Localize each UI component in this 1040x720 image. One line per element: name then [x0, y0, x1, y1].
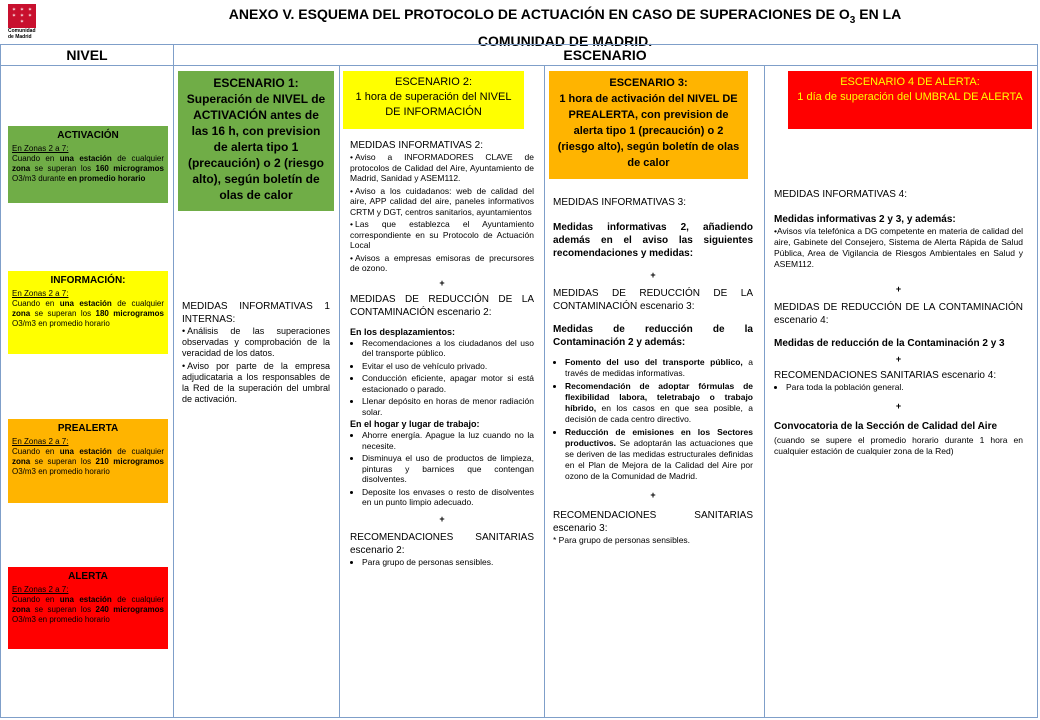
- section-text: * Para grupo de personas sensibles.: [553, 535, 691, 545]
- plus-sign: +: [650, 270, 656, 280]
- plus-sign: +: [650, 490, 656, 500]
- level-zone: En Zonas 2 a 7:: [12, 289, 69, 298]
- list-item: • Aviso a INFORMADORES CLAVE de protocolos de Calidad del Aire, Ayuntamiento de Madrid, Sanidad y ASEM112.: [350, 152, 534, 184]
- title-line2: COMUNIDAD DE MADRID.: [477, 32, 653, 49]
- level-zone: En Zonas 2 a 7:: [12, 144, 69, 153]
- list-item: • Conducción eficiente, apagar motor si está estacionado o parado.: [362, 373, 534, 394]
- level-zone: En Zonas 2 a 7:: [12, 437, 69, 446]
- divider: [764, 65, 765, 717]
- list-item: • Para grupo de personas sensibles.: [362, 557, 534, 568]
- list-item: • Aviso por parte de la empresa adjudicataria a los responsables de la Red de la superación del umbral de activación.: [182, 361, 330, 405]
- level-zone: En Zonas 2 a 7:: [12, 585, 69, 594]
- scenario-1-box: ESCENARIO 1: Superación de NIVEL de ACTIVACIÓN antes de las 16 h, con prevision de alerta tipo 1 (precaución) o 2 (riesgo alto), según boletín de olas de calor: [178, 71, 334, 211]
- level-text: Cuando en una estación de cualquier zona se superan los 240 microgramos O3/m3 en promedio horario: [12, 595, 164, 624]
- title-line1b: EN LA: [855, 6, 902, 22]
- list-item: • Ahorre energía. Apague la luz cuando no la necesite.: [362, 430, 534, 451]
- plus-sign: +: [439, 513, 445, 524]
- plus-sign: +: [439, 277, 445, 288]
- section-heading: MEDIDAS DE REDUCCIÓN DE LA CONTAMINACIÓN escenario 3:: [553, 288, 753, 312]
- list-item: • Para toda la población general.: [786, 382, 1023, 393]
- scenario-3-content: [553, 196, 753, 546]
- list-item: • Deposite los envases o resto de disolventes en un punto limpio adecuado.: [362, 487, 534, 508]
- level-text: Cuando en una estación de cualquier zona se superan los 160 microgramos O3/m3 durante en promedio horario: [12, 154, 164, 183]
- plus-sign: +: [895, 284, 902, 294]
- scenario-2-content: [350, 139, 534, 570]
- scenario-1-content: [182, 300, 330, 407]
- scenario-3-box: ESCENARIO 3: 1 hora de activación del NIVEL DE PREALERTA, con prevision de alerta tipo 1 (precaución) o 2 (riesgo alto), según boletín de olas de calor: [549, 71, 748, 179]
- level-title: ACTIVACIÓN: [57, 130, 119, 141]
- logo-text: Comunidad de Madrid: [8, 28, 36, 40]
- level-text: Cuando en una estación de cualquier zona se superan los 210 microgramos O3/m3 en promedio horario: [12, 447, 164, 476]
- sub-heading: En los desplazamientos:: [350, 326, 456, 337]
- section-heading: MEDIDAS INFORMATIVAS 3:: [553, 197, 686, 208]
- section-heading: MEDIDAS INFORMATIVAS 4:: [774, 189, 907, 200]
- section-text: Medidas informativas 2, añadiendo además en el aviso las siguientes recomendaciones y medidas:: [553, 222, 753, 259]
- scenario-4-content: [774, 188, 1023, 457]
- divider: [544, 65, 545, 717]
- section-heading: Convocatoria de la Sección de Calidad del Aire: [774, 421, 998, 432]
- scenario-2-box: ESCENARIO 2: 1 hora de superación del NIVEL DE INFORMACIÓN: [343, 71, 524, 129]
- list-item: • Avisos a empresas emisoras de precursores de ozono.: [350, 253, 534, 274]
- level-title: INFORMACIÓN:: [50, 275, 126, 286]
- title-sub: 3: [849, 14, 856, 26]
- divider: [173, 45, 174, 717]
- list-item: • Reducción de emisiones en los Sectores productivos. Se adoptarán las actuaciones que se deriven de las medidas estructurales definidas en el Plan de Mejora de la Calidad del Aire por ozono de la Comunidad de Madrid.: [565, 427, 753, 482]
- level-title: PREALERTA: [57, 423, 119, 434]
- section-heading: RECOMENDACIONES SANITARIAS escenario 3:: [553, 510, 753, 534]
- scenario-4-box: ESCENARIO 4 DE ALERTA: 1 día de superación del UMBRAL DE ALERTA: [788, 71, 1032, 129]
- level-title: ALERTA: [68, 571, 108, 582]
- level-alerta: [8, 567, 168, 649]
- divider: [339, 65, 340, 717]
- logo: [8, 4, 38, 42]
- sub-heading: En el hogar y lugar de trabajo:: [350, 419, 480, 429]
- section-text: (cuando se supere el promedio horario durante 1 hora en cualquier estación de cualquier zona de la Red): [774, 435, 1023, 456]
- section-text: Medidas de reducción de la Contaminación 2 y 3: [774, 338, 1005, 349]
- section-heading: MEDIDAS DE REDUCCIÓN DE LA CONTAMINACIÓN escenario 4:: [774, 302, 1023, 326]
- list-item: • Recomendación de adoptar fórmulas de flexibilidad labora, teletrabajo o trabajo híbrido, en los casos en que sea posible, a decisión de cada centro directivo.: [565, 381, 753, 425]
- title-line1: ANEXO V. ESQUEMA DEL PROTOCOLO DE ACTUACIÓN EN CASO DE SUPERACIONES DE O: [228, 6, 850, 22]
- level-text: Cuando en una estación de cualquier zona se superan los 180 microgramos O3/m3 en promedio horario: [12, 299, 164, 328]
- section-text: Medidas informativas 2 y 3, y además:: [774, 214, 956, 225]
- list-item: • Disminuya el uso de productos de limpieza, pinturas y barnices que contengan disolventes.: [362, 453, 534, 485]
- section-text: Medidas de reducción de la Contaminación 2 y además:: [553, 324, 753, 348]
- list-item: • Las que establezca el Ayuntamiento correspondiente en su Protocolo de Actuación Local: [350, 219, 534, 251]
- list-item: • Evitar el uso de vehículo privado.: [362, 361, 534, 372]
- level-activacion: [8, 126, 168, 203]
- level-informacion: [8, 271, 168, 354]
- section-heading: RECOMENDACIONES SANITARIAS escenario 2:: [350, 531, 534, 556]
- section-heading: RECOMENDACIONES SANITARIAS escenario 4:: [774, 370, 997, 381]
- header-escenario: ESCENARIO: [173, 45, 1037, 66]
- level-prealerta: [8, 419, 168, 503]
- flag-icon: ✶ ✶ ✶ ✶ ✶ ✶ ✶: [8, 4, 36, 28]
- section-heading: MEDIDAS INFORMATIVAS 1 INTERNAS:: [182, 301, 330, 325]
- list-item: • Recomendaciones a los ciudadanos del uso del transporte público.: [362, 338, 534, 359]
- section-heading: MEDIDAS DE REDUCCIÓN DE LA CONTAMINACIÓN escenario 2:: [350, 293, 534, 318]
- header-nivel: NIVEL: [1, 45, 173, 66]
- section-heading: MEDIDAS INFORMATIVAS 2:: [350, 140, 483, 151]
- list-item: • Aviso a los cuidadanos: web de calidad del aire, APP calidad del aire, paneles informativos CRTM y DGT, centros sanitarios, ayuntamientos: [350, 186, 534, 218]
- plus-sign: +: [895, 401, 902, 411]
- list-item: • Análisis de las superaciones observadas y comprobación de la veracidad de los datos.: [182, 326, 330, 359]
- list-item: • Fomento del uso del transporte público, a través de medidas informativas.: [565, 357, 753, 379]
- section-text: •Avisos vía telefónica a DG competente en materia de calidad del aire, Gabinete del Consejero, Sistema de Alerta Rápida de Salud Pública, Area de Vigilancia de Riesgos Ambientales en Salud y ASEM112.: [774, 226, 1023, 269]
- list-item: • Llenar depósito en horas de menor radiación solar.: [362, 396, 534, 417]
- plus-sign: +: [895, 354, 902, 364]
